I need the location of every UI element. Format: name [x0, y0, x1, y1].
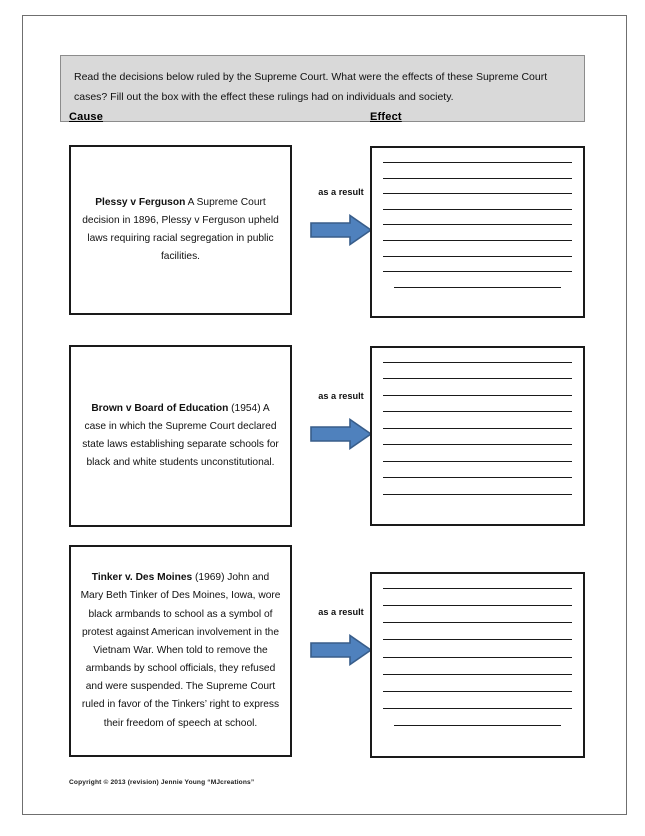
effect-answer-box[interactable] [370, 146, 585, 318]
write-on-line[interactable] [394, 725, 560, 726]
ruled-lines [383, 588, 572, 726]
write-on-line[interactable] [383, 657, 572, 658]
case-name: Plessy v Ferguson [95, 196, 186, 208]
case-description: (1969) John and Mary Beth Tinker of Des Moines, Iowa, wore black armbands to school as a symbol of protest against American involvement in the Vietnam War. When told to remove the armbands by school officials, they refused and were suspended. The Supreme Court ruled in favor of the Tinkers’ right to express their freedom of speech at school. [80, 572, 281, 729]
as-a-result-label: as a result [318, 607, 364, 617]
column-heading-cause: Cause [69, 111, 104, 123]
cause-text [80, 194, 281, 267]
cause-box [69, 545, 292, 757]
effect-answer-box[interactable] [370, 346, 585, 526]
write-on-line[interactable] [383, 494, 572, 495]
worksheet-page [22, 15, 627, 815]
write-on-line[interactable] [383, 691, 572, 692]
case-name: Brown v Board of Education [91, 402, 229, 414]
ruled-lines [383, 362, 572, 495]
write-on-line[interactable] [383, 639, 572, 640]
write-on-line[interactable] [383, 411, 572, 412]
write-on-line[interactable] [383, 708, 572, 709]
write-on-line[interactable] [383, 378, 572, 379]
right-arrow-icon [310, 634, 372, 666]
right-arrow-icon [310, 214, 372, 246]
cause-text [80, 569, 281, 732]
case-description: (1954) A case in which the Supreme Court declared state laws establishing separate schools for black and white students unconstitutional. [82, 402, 279, 469]
as-a-result-label: as a result [318, 187, 364, 197]
write-on-line[interactable] [383, 209, 572, 210]
effect-answer-box[interactable] [370, 572, 585, 758]
case-description: A Supreme Court decision in 1896, Plessy v Ferguson upheld laws requiring racial segregation in public facilities. [82, 196, 279, 263]
cause-text [80, 400, 281, 473]
write-on-line[interactable] [383, 588, 572, 589]
write-on-line[interactable] [383, 162, 572, 163]
write-on-line[interactable] [383, 605, 572, 606]
case-name: Tinker v. Des Moines [91, 572, 193, 584]
write-on-line[interactable] [383, 622, 572, 623]
write-on-line[interactable] [383, 178, 572, 179]
write-on-line[interactable] [383, 428, 572, 429]
write-on-line[interactable] [383, 362, 572, 363]
write-on-line[interactable] [383, 193, 572, 194]
column-heading-effect: Effect [370, 111, 402, 123]
write-on-line[interactable] [383, 477, 572, 478]
write-on-line[interactable] [383, 461, 572, 462]
cause-box [69, 145, 292, 315]
ruled-lines [383, 162, 572, 288]
right-arrow-icon [310, 418, 372, 450]
write-on-line[interactable] [383, 674, 572, 675]
as-a-result-label: as a result [318, 391, 364, 401]
write-on-line[interactable] [383, 224, 572, 225]
write-on-line[interactable] [383, 395, 572, 396]
write-on-line[interactable] [383, 240, 572, 241]
cause-box [69, 345, 292, 527]
write-on-line[interactable] [383, 256, 572, 257]
write-on-line[interactable] [383, 444, 572, 445]
instructions-banner: Read the decisions below ruled by the Supreme Court. What were the effects of these Supreme Court cases? Fill out the box with the effect these rulings had on individuals and society. [60, 55, 585, 122]
write-on-line[interactable] [383, 271, 572, 272]
copyright-notice: Copyright © 2013 (revision) Jennie Young “MJcreations” [69, 779, 255, 786]
write-on-line[interactable] [394, 287, 560, 288]
